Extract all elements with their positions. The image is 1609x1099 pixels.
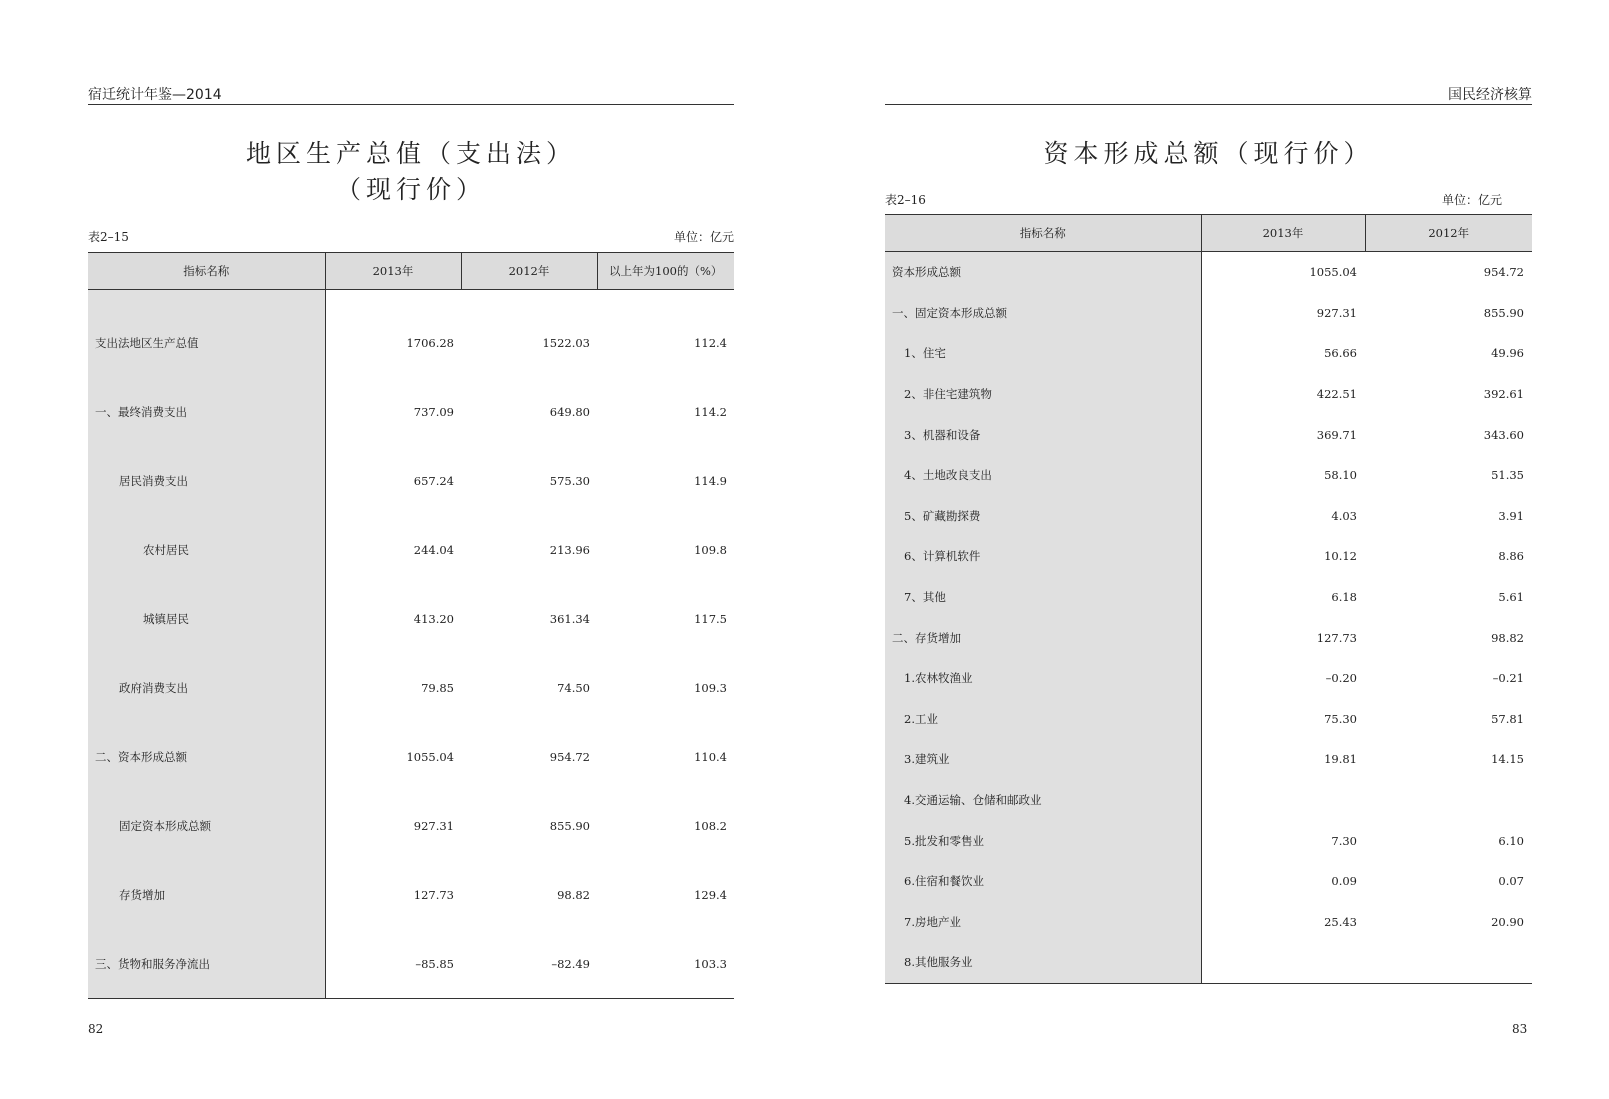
right-page bbox=[804, 0, 1609, 1099]
table-row bbox=[88, 929, 734, 999]
row-label: 5、矿藏勘探费 bbox=[885, 496, 1201, 537]
value-cell: 49.96 bbox=[1491, 346, 1524, 361]
row-label: 4、土地改良支出 bbox=[885, 455, 1201, 496]
table-row bbox=[88, 290, 734, 378]
table-row bbox=[885, 739, 1532, 780]
value-cell bbox=[1365, 780, 1532, 821]
page-number: 83 bbox=[1512, 1022, 1528, 1036]
value-cell: 413.20 bbox=[413, 611, 454, 626]
header-row bbox=[88, 253, 734, 290]
row-label: 居民消费支出 bbox=[88, 446, 325, 515]
value-cell: –0.20 bbox=[1325, 671, 1357, 686]
table-row bbox=[885, 820, 1532, 861]
row-label: 2、非住宅建筑物 bbox=[885, 374, 1201, 415]
row-label: 7、其他 bbox=[885, 577, 1201, 618]
value-cell: 57.81 bbox=[1491, 711, 1524, 726]
column-header: 2012年 bbox=[1365, 215, 1532, 252]
value-cell: 3.91 bbox=[1498, 508, 1524, 523]
value-cell: 422.51 bbox=[1316, 387, 1357, 402]
page-number: 82 bbox=[88, 1022, 104, 1036]
value-cell: 1522.03 bbox=[542, 335, 590, 350]
row-label: 政府消费支出 bbox=[88, 653, 325, 722]
row-label: 存货增加 bbox=[88, 860, 325, 929]
table-title: 地区生产总值（支出法） bbox=[245, 139, 576, 168]
row-label: 三、货物和服务净流出 bbox=[88, 929, 325, 999]
value-cell: 343.60 bbox=[1483, 427, 1524, 442]
value-cell: 20.90 bbox=[1491, 914, 1524, 929]
column-header: 2013年 bbox=[325, 253, 461, 290]
value-cell: 14.15 bbox=[1491, 752, 1524, 767]
row-label: 固定资本形成总额 bbox=[88, 791, 325, 860]
value-cell: 98.82 bbox=[557, 887, 590, 902]
table-number: 表2–16 bbox=[885, 193, 926, 207]
table-row bbox=[885, 496, 1532, 537]
row-label: 6、计算机软件 bbox=[885, 536, 1201, 577]
table-row bbox=[88, 860, 734, 929]
value-cell: 0.07 bbox=[1498, 874, 1524, 889]
row-label: 8.其他服务业 bbox=[885, 942, 1201, 983]
value-cell: 108.2 bbox=[694, 818, 727, 833]
table-body bbox=[885, 252, 1532, 984]
table-row bbox=[885, 577, 1532, 618]
value-cell: 855.90 bbox=[1483, 305, 1524, 320]
table-row bbox=[885, 293, 1532, 334]
value-cell: 25.43 bbox=[1324, 914, 1357, 929]
capital-formation-table bbox=[885, 214, 1532, 984]
column-header: 指标名称 bbox=[88, 253, 325, 290]
value-cell: 737.09 bbox=[413, 404, 454, 419]
table-row bbox=[885, 780, 1532, 821]
row-label: 1、住宅 bbox=[885, 333, 1201, 374]
table-row bbox=[88, 653, 734, 722]
column-header: 指标名称 bbox=[885, 215, 1201, 252]
table-row bbox=[88, 377, 734, 446]
value-cell: 112.4 bbox=[694, 335, 727, 350]
row-label: 农村居民 bbox=[88, 515, 325, 584]
value-cell: 75.30 bbox=[1324, 711, 1357, 726]
row-label: 一、最终消费支出 bbox=[88, 377, 325, 446]
column-header: 2013年 bbox=[1201, 215, 1365, 252]
unit-label: 单位：亿元 bbox=[673, 230, 734, 244]
table-row bbox=[885, 658, 1532, 699]
value-cell: 129.4 bbox=[694, 887, 727, 902]
value-cell: 1706.28 bbox=[406, 335, 454, 350]
row-label: 支出法地区生产总值 bbox=[88, 290, 325, 378]
value-cell: 127.73 bbox=[1316, 630, 1357, 645]
table-number: 表2–15 bbox=[88, 230, 129, 244]
value-cell: 51.35 bbox=[1491, 468, 1524, 483]
header-row bbox=[885, 215, 1532, 252]
value-cell bbox=[1201, 942, 1365, 983]
row-label: 二、存货增加 bbox=[885, 617, 1201, 658]
value-cell: 98.82 bbox=[1491, 630, 1524, 645]
value-cell: 361.34 bbox=[549, 611, 590, 626]
table-row bbox=[885, 699, 1532, 740]
value-cell: 1055.04 bbox=[1309, 265, 1357, 280]
row-label: 二、资本形成总额 bbox=[88, 722, 325, 791]
table-row bbox=[885, 333, 1532, 374]
table-row bbox=[88, 722, 734, 791]
value-cell: 1055.04 bbox=[406, 749, 454, 764]
value-cell: –0.21 bbox=[1492, 671, 1524, 686]
value-cell: 127.73 bbox=[413, 887, 454, 902]
value-cell: 117.5 bbox=[694, 611, 727, 626]
table-row bbox=[885, 902, 1532, 943]
value-cell: 0.09 bbox=[1331, 874, 1357, 889]
table-row bbox=[885, 861, 1532, 902]
table-row bbox=[88, 446, 734, 515]
running-head: 宿迁统计年鉴—2014 bbox=[88, 84, 734, 105]
row-label: 资本形成总额 bbox=[885, 252, 1201, 293]
value-cell: 58.10 bbox=[1324, 468, 1357, 483]
value-cell: 114.2 bbox=[694, 404, 727, 419]
column-header: 以上年为100的（%） bbox=[597, 253, 734, 290]
row-label: 3、机器和设备 bbox=[885, 414, 1201, 455]
value-cell: 56.66 bbox=[1324, 346, 1357, 361]
value-cell: 855.90 bbox=[549, 818, 590, 833]
value-cell: 954.72 bbox=[549, 749, 590, 764]
value-cell: 213.96 bbox=[549, 542, 590, 557]
left-page bbox=[0, 0, 804, 1099]
value-cell: 5.61 bbox=[1498, 590, 1524, 605]
value-cell: 7.30 bbox=[1331, 833, 1357, 848]
table-row bbox=[885, 942, 1532, 983]
table-row bbox=[885, 455, 1532, 496]
row-label: 3.建筑业 bbox=[885, 739, 1201, 780]
value-cell: 103.3 bbox=[597, 929, 734, 999]
row-label: 1.农林牧渔业 bbox=[885, 658, 1201, 699]
value-cell: 927.31 bbox=[1316, 305, 1357, 320]
table-row bbox=[88, 584, 734, 653]
value-cell: –82.49 bbox=[461, 929, 597, 999]
value-cell: 8.86 bbox=[1498, 549, 1524, 564]
value-cell: 244.04 bbox=[413, 542, 454, 557]
value-cell: 19.81 bbox=[1324, 752, 1357, 767]
value-cell: 10.12 bbox=[1324, 549, 1357, 564]
running-head: 国民经济核算 bbox=[885, 84, 1532, 105]
value-cell bbox=[1365, 942, 1532, 983]
table-row bbox=[885, 374, 1532, 415]
row-label: 5.批发和零售业 bbox=[885, 820, 1201, 861]
table-row bbox=[885, 414, 1532, 455]
value-cell: 114.9 bbox=[694, 473, 727, 488]
table-title: 资本形成总额（现行价） bbox=[1043, 139, 1374, 168]
row-label: 4.交通运输、仓储和邮政业 bbox=[885, 780, 1201, 821]
value-cell: 927.31 bbox=[413, 818, 454, 833]
gdp-expenditure-table bbox=[88, 252, 734, 999]
value-cell: 4.03 bbox=[1331, 508, 1357, 523]
row-label: 6.住宿和餐饮业 bbox=[885, 861, 1201, 902]
table-subtitle: （现行价） bbox=[335, 175, 486, 204]
value-cell: 369.71 bbox=[1316, 427, 1357, 442]
table-row bbox=[885, 617, 1532, 658]
value-cell: 657.24 bbox=[413, 473, 454, 488]
value-cell: 79.85 bbox=[421, 680, 454, 695]
value-cell: 74.50 bbox=[557, 680, 590, 695]
row-label: 2.工业 bbox=[885, 699, 1201, 740]
row-label: 城镇居民 bbox=[88, 584, 325, 653]
unit-label: 单位：亿元 bbox=[1441, 193, 1502, 207]
row-label: 7.房地产业 bbox=[885, 902, 1201, 943]
value-cell: 575.30 bbox=[549, 473, 590, 488]
table-row bbox=[88, 515, 734, 584]
value-cell: 6.10 bbox=[1498, 833, 1524, 848]
value-cell: 110.4 bbox=[694, 749, 727, 764]
column-header: 2012年 bbox=[461, 253, 597, 290]
value-cell: 6.18 bbox=[1331, 590, 1357, 605]
value-cell: 649.80 bbox=[549, 404, 590, 419]
value-cell: 109.3 bbox=[694, 680, 727, 695]
value-cell: –85.85 bbox=[325, 929, 461, 999]
row-label: 一、固定资本形成总额 bbox=[885, 293, 1201, 334]
value-cell: 109.8 bbox=[694, 542, 727, 557]
value-cell bbox=[1201, 780, 1365, 821]
table-row bbox=[885, 252, 1532, 293]
table-row bbox=[88, 791, 734, 860]
value-cell: 392.61 bbox=[1483, 387, 1524, 402]
table-row bbox=[885, 536, 1532, 577]
table-body bbox=[88, 290, 734, 999]
value-cell: 954.72 bbox=[1483, 265, 1524, 280]
